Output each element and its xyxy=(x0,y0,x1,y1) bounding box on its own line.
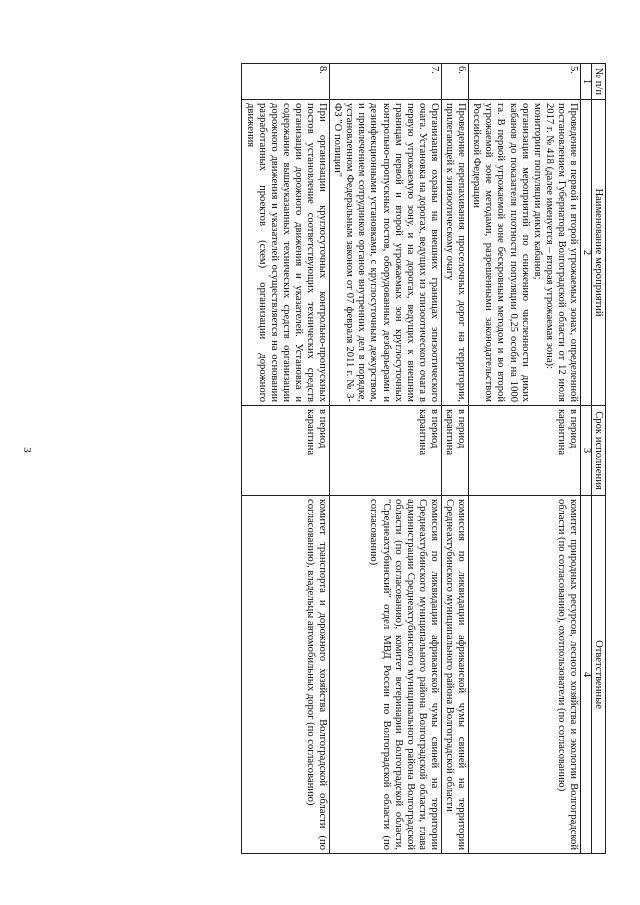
column-index: 4 xyxy=(581,496,592,854)
deadline-cell: в период карантина xyxy=(441,406,468,496)
column-index: 3 xyxy=(581,406,592,496)
activity-paragraph: Проведение перепахивания проселочных дорог на территории, прилегающей к эпизоотическому очагу xyxy=(444,103,468,402)
table-rotated-frame xyxy=(65,63,606,853)
header-deadline: Срок исполнения xyxy=(592,406,606,496)
deadline-cell: в период карантина xyxy=(242,406,330,496)
table-header-row xyxy=(592,64,606,854)
table-container xyxy=(65,63,606,853)
header-activity: Наименование мероприятий xyxy=(592,100,606,406)
column-index-row xyxy=(581,64,592,854)
row-number: 8. xyxy=(242,64,330,100)
row-number: 7. xyxy=(330,64,442,100)
activity-cell xyxy=(441,100,468,406)
activity-paragraph: Организация охраны на внешних границах эпизоотического очага. Установка на дорогах, ведущих из эпизоотического очага в первую угрожаемую зону, и на дорогах, ведущих к внешним границам первой и второй угрожаемых зон круглосуточных контрольно-пропускных постов, оборудованных дезбарьерами и дезинфекционными установками, с круглосуточным дежурством, и привлечением сотрудников органов внутренних дел в порядке, установленном Федеральным законом от 07 февраля 2011 г. № 3-ФЗ "О полиции" xyxy=(332,103,440,402)
column-index: 2 xyxy=(581,100,592,406)
table-row xyxy=(330,64,442,854)
activity-cell xyxy=(242,100,330,406)
header-responsible: Ответственные xyxy=(592,496,606,854)
page-number: 3 xyxy=(20,447,33,453)
activity-cell xyxy=(330,100,442,406)
activity-paragraph: Проведение в первой и второй угрожаемых зонах, определенной постановлением Губернатора Волгоградской области от 12 июля 2017 г. № 418 (далее именуется – вторая угрожаемая зона): xyxy=(543,103,579,402)
responsible-cell: комиссия по ликвидации африканской чумы свиней на территории Среднеахтубинского муниципального района Волгоградской области xyxy=(441,496,468,854)
header-number: № п/п xyxy=(592,64,606,100)
table-row xyxy=(469,64,581,854)
responsible-cell: комитет природных ресурсов, лесного хозяйства и экологии Волгоградской области (по согласованию), охотпользователи (по согласованию) xyxy=(469,496,581,854)
row-number: 6. xyxy=(441,64,468,100)
activity-paragraph: организация мероприятий по снижению численности диких кабанов до показателя плотности популяции 0,25 особи на 1000 га. В первой угрожаемой зоне бескровным методом и во второй угрожаемой зоне методами, разрешенными законодательством Российской Федерации xyxy=(471,103,531,402)
table-row xyxy=(242,64,330,854)
responsible-cell: комитет транспорта и дорожного хозяйства Волгоградской области (по согласованию), владельцы автомобильных дорог (по согласованию) xyxy=(242,496,330,854)
column-index: 1 xyxy=(581,64,592,100)
measures-table xyxy=(241,63,606,854)
activity-cell xyxy=(469,100,581,406)
activity-paragraph: мониторинг популяции диких кабанов; xyxy=(531,103,543,280)
responsible-cell: комиссия по ликвидации африканской чумы свиней на территории Среднеахтубинского муниципального района Волгоградской области, глава администрации Среднеахтубинского муниципального района Волгоградской области (по согласованию), комитет ветеринарии Волгоградской области, "Среднеахтубинский" отдел МВД России по Волгоградской области (по согласованию) xyxy=(330,496,442,854)
activity-paragraph: При организации круглосуточных контрольно-пропускных постов установление соответствующих технических средств организации дорожного движения и указателей. Установка и содержание вышеуказанных технических средств организации дорожного движения и указателей осуществляется на основании разработанных проектов (схем) организации дорожного движения xyxy=(244,103,329,402)
table-row xyxy=(441,64,468,854)
deadline-cell: в период карантина xyxy=(469,406,581,496)
deadline-cell: в период карантина xyxy=(330,406,442,496)
row-number: 5. xyxy=(469,64,581,100)
